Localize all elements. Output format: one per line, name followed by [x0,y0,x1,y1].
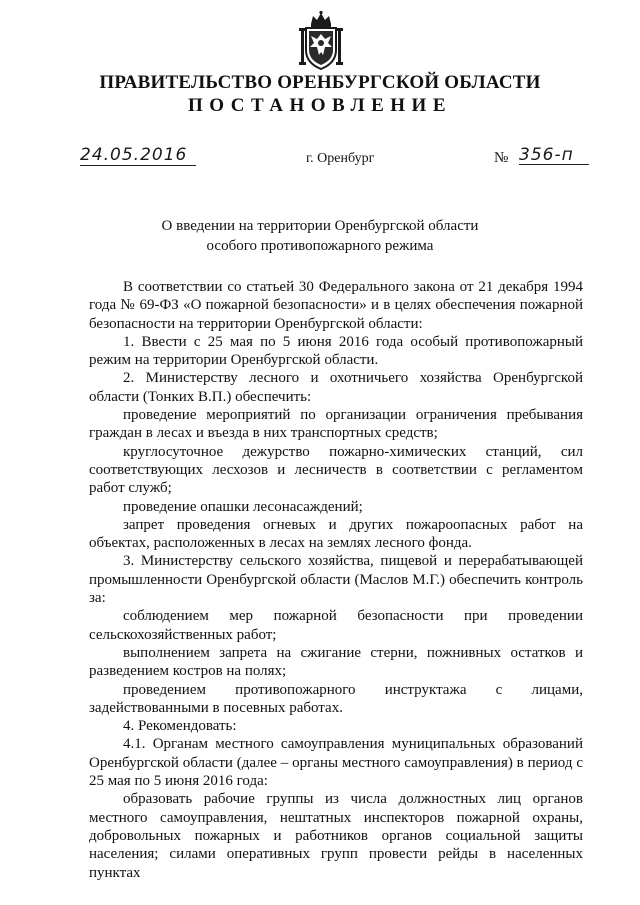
subject-line: особого противопожарного режима [206,238,434,254]
document-type: ПОСТАНОВЛЕНИЕ [187,95,453,116]
body-paragraph: 4. Рекомендовать: [123,718,237,735]
body-paragraph: 4.1. Органам местного самоуправления муниципальных образований Оренбургской области (далее – органы местного самоуправления) в период с 25 мая по 5 июня 2016 года: [89,736,583,790]
subject-line: О введении на территории Оренбургской области [161,218,479,234]
body-paragraph: соблюдением мер пожарной безопасности при проведении сельскохозяйственных работ; [89,608,583,643]
document-subject [0,216,640,256]
document-city: г. Оренбург [306,151,375,166]
document-number-label: № [494,150,509,166]
document-body [89,278,583,882]
body-paragraph: В соответствии со статьей 30 Федерального закона от 21 декабря 1994 года № 69-ФЗ «О пожарной безопасности» и в целях обеспечения пожарной безопасности на территории Оренбургской области: [89,279,583,332]
document-meta-row [0,144,640,172]
body-paragraph: 3. Министерству сельского хозяйства, пищевой и перерабатывающей промышленности Оренбургской области (Маслов М.Г.) обеспечить контроль за: [89,553,583,607]
body-paragraph: выполнением запрета на сжигание стерни, пожнивных остатков и разведением костров на полях; [89,644,583,680]
organization-title: ПРАВИТЕЛЬСТВО ОРЕНБУРГСКОЙ ОБЛАСТИ [99,72,541,93]
body-paragraph: проведением противопожарного инструктажа с лицами, задействованными в посевных работах. [89,681,583,716]
document-date: 24.05.2016 [80,146,196,166]
body-paragraph: 2. Министерству лесного и охотничьего хозяйства Оренбургской области (Тонких В.П.) обеспечить: [89,370,583,405]
body-paragraph: запрет проведения огневых и других пожароопасных работ на объектах, расположенных в лесах на землях лесного фонда. [89,516,583,552]
body-paragraph: проведение мероприятий по организации ограничения пребывания граждан в лесах и въезда в них транспортных средств; [89,407,583,442]
body-paragraph: 1. Ввести с 25 мая по 5 июня 2016 года особый противопожарный режим на территории Оренбургской области. [89,333,583,369]
document-number: 356-п [519,146,589,165]
oblast-coat-of-arms-icon [298,10,344,72]
body-paragraph: круглосуточное дежурство пожарно-химических станций, сил соответствующих лесхозов и лесничеств в соответствии с регламентом работ служб; [89,443,583,497]
body-paragraph: проведение опашки лесонасаждений; [123,498,363,515]
body-paragraph: образовать рабочие группы из числа должностных лиц органов местного самоуправления, нештатных инспекторов пожарной охраны, добровольных пожарных и работников органов социальной защиты населения; силами оперативных групп провести рейды в населенных пунктах [89,791,583,881]
